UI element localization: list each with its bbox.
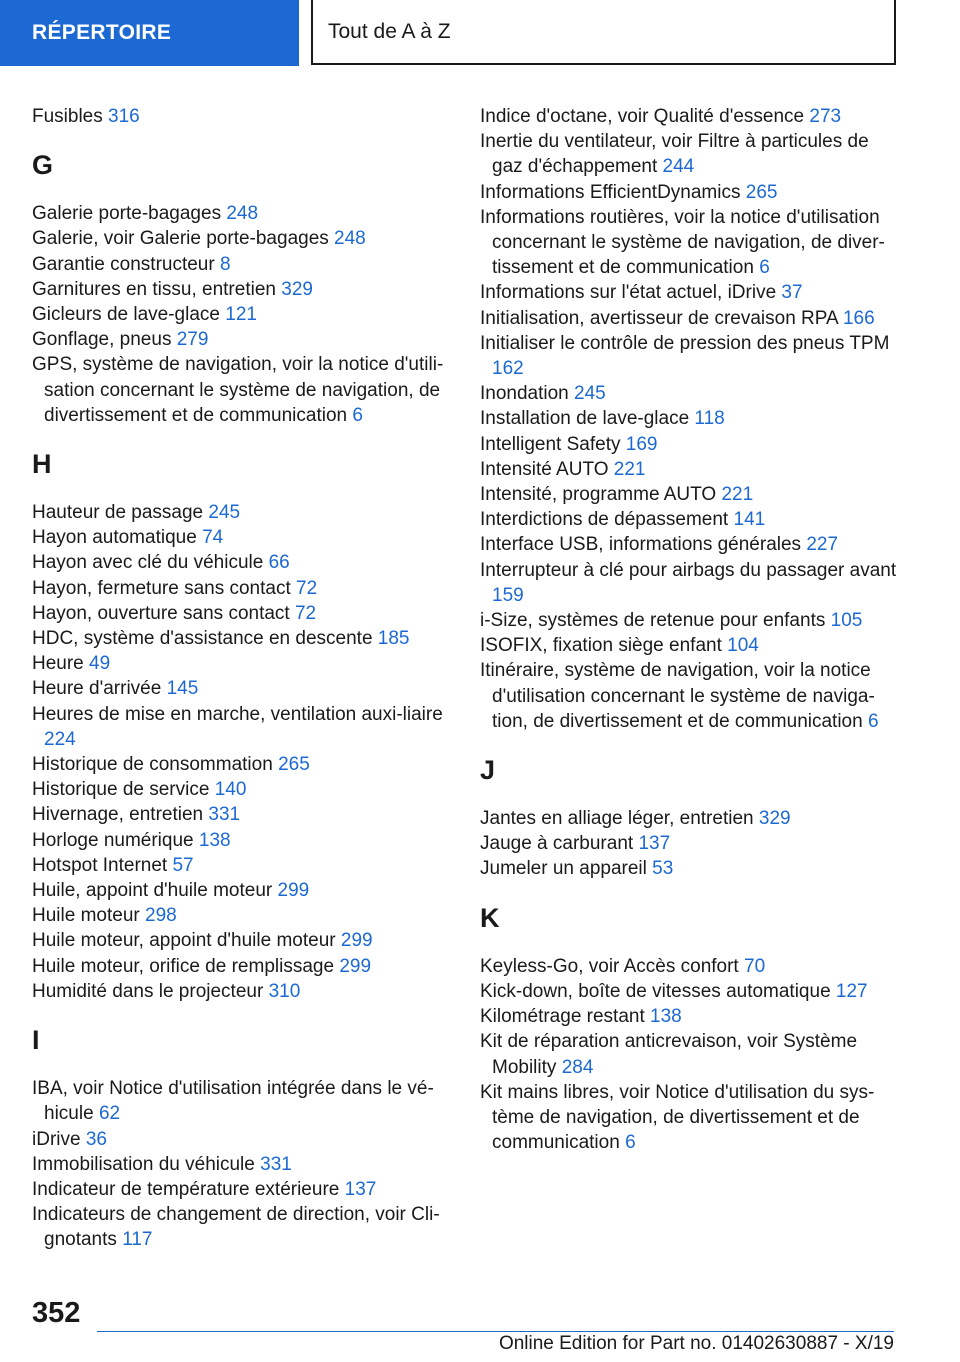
index-entry-text: Hayon, fermeture sans contact [32, 577, 291, 599]
page-reference-link[interactable]: 72 [296, 577, 318, 599]
page-reference-link[interactable]: 331 [260, 1153, 292, 1175]
index-entry [480, 306, 900, 331]
index-entry [32, 1177, 452, 1202]
index-entry [480, 507, 900, 532]
page-reference-link[interactable]: 162 [492, 358, 524, 380]
page-reference-link[interactable]: 245 [574, 383, 606, 405]
index-entry-text: Hayon avec clé du véhicule [32, 552, 264, 574]
page-reference-link[interactable]: 244 [662, 156, 695, 178]
page-reference-link[interactable]: 140 [214, 779, 247, 801]
page-reference-link[interactable]: 141 [733, 509, 766, 531]
index-entry-text: Hayon, ouverture sans contact [32, 602, 290, 624]
index-entry-text: Indicateurs de changement de direction, voir Cli-gnotants [32, 1204, 440, 1251]
index-entry [480, 482, 900, 507]
index-entry-text: Hauteur de passage [32, 502, 204, 524]
index-entry-text: Historique de service [32, 779, 210, 801]
index-entry-text: Interrupteur à clé pour airbags du passager avant [480, 559, 897, 581]
page-reference-link[interactable]: 185 [377, 628, 410, 650]
index-entry-text: Intensité, programme AUTO [480, 484, 717, 506]
index-entry [480, 658, 900, 734]
page-reference-link[interactable]: 265 [745, 181, 778, 203]
page-reference-link[interactable]: 166 [842, 307, 875, 329]
index-entry-text: ISOFIX, fixation siège enfant [480, 635, 722, 657]
index-column-left [32, 104, 452, 1253]
index-entry-text: Kit mains libres, voir Notice d'utilisation du sys-tème de navigation, de divertissement et de communication [480, 1081, 875, 1154]
page-reference-link[interactable]: 316 [108, 106, 140, 127]
page-reference-link[interactable]: 221 [613, 458, 646, 480]
index-entry [32, 226, 452, 251]
index-entry [32, 1127, 452, 1152]
index-entry [32, 201, 452, 226]
index-entry [32, 928, 452, 953]
index-entry-text: Jantes en alliage léger, entretien [480, 808, 754, 830]
index-entry-text: Intelligent Safety [480, 433, 621, 455]
index-entry [32, 752, 452, 777]
index-entry-text: Garnitures en tissu, entretien [32, 278, 276, 300]
index-entry-text: Itinéraire, système de navigation, voir la notice d'utilisation concernant le système de naviga-tion, de divertissement et de communication [480, 660, 875, 732]
page-reference-link[interactable]: 284 [561, 1056, 594, 1078]
index-entry-text: HDC, système d'assistance en descente [32, 628, 373, 650]
index-entry [480, 331, 900, 381]
index-column-right [480, 104, 900, 1155]
index-entry-text: Interdictions de dépassement [480, 509, 729, 531]
index-entry [480, 280, 900, 305]
index-entry [32, 979, 452, 1004]
page-reference-link[interactable]: 66 [268, 552, 290, 574]
page-reference-link[interactable]: 221 [721, 484, 754, 506]
index-entry [32, 702, 452, 752]
page-reference-link[interactable]: 138 [198, 829, 231, 851]
index-letter-heading: I [32, 1025, 40, 1056]
index-entry-text: Hotspot Internet [32, 854, 168, 876]
index-entry-text: Immobilisation du véhicule [32, 1153, 255, 1175]
index-entry [32, 302, 452, 327]
page-reference-link[interactable]: 299 [339, 955, 372, 977]
page-reference-link[interactable]: 36 [85, 1128, 107, 1150]
index-entry [480, 129, 900, 179]
index-entry-text: Fusibles [32, 106, 103, 127]
index-entry [480, 1080, 900, 1156]
page-reference-link[interactable]: 299 [340, 930, 373, 952]
section-tab[interactable]: RÉPERTOIRE [0, 0, 299, 66]
index-entry-text: Inondation [480, 383, 569, 405]
index-entry-text: Heure [32, 653, 84, 675]
index-entry [32, 878, 452, 903]
page-reference-link[interactable]: 298 [145, 905, 177, 927]
page-reference-link[interactable]: 53 [652, 858, 674, 880]
index-entry-text: Huile moteur, appoint d'huile moteur [32, 930, 336, 952]
index-entry [32, 601, 452, 626]
index-letter-heading: H [32, 449, 52, 480]
page-reference-link[interactable]: 74 [202, 527, 224, 549]
page-reference-link[interactable]: 331 [208, 804, 241, 826]
index-entry-text: Heure d'arrivée [32, 678, 162, 700]
index-entry [480, 608, 900, 633]
index-letter-heading: J [480, 755, 496, 786]
index-entry-text: Historique de consommation [32, 754, 273, 776]
page-reference-link[interactable]: 6 [625, 1132, 636, 1154]
index-entry-text: Horloge numérique [32, 829, 194, 851]
page-reference-link[interactable]: 6 [352, 404, 363, 426]
index-entry-text: Jauge à carburant [480, 833, 634, 855]
index-entry-text: i-Size, systèmes de retenue pour enfants [480, 610, 826, 632]
page-header [0, 0, 960, 66]
page-reference-link[interactable]: 299 [277, 880, 310, 902]
index-entry [480, 432, 900, 457]
index-entry-text: Gicleurs de lave-glace [32, 304, 220, 326]
page-reference-link[interactable]: 57 [172, 854, 194, 876]
index-entry-text: Indicateur de température extérieure [32, 1178, 340, 1200]
page-reference-link[interactable]: 279 [176, 329, 209, 351]
index-entry-text: Inertie du ventilateur, voir Filtre à particules de gaz d'échappement [480, 131, 869, 178]
page-reference-link[interactable]: 127 [835, 980, 868, 1002]
index-entry [32, 104, 452, 129]
page-reference-link[interactable]: 72 [294, 602, 317, 624]
index-entry-text: Garantie constructeur [32, 253, 215, 275]
index-entry-text: Kit de réparation anticrevaison, voir Système Mobility [480, 1031, 858, 1078]
index-entry [32, 1076, 452, 1126]
index-entry-text: Initialisation, avertisseur de crevaison RPA [480, 307, 838, 329]
index-entry [480, 205, 900, 281]
index-entry [32, 802, 452, 827]
page-reference-link[interactable]: 105 [830, 610, 863, 632]
page-reference-link[interactable]: 145 [166, 678, 199, 700]
index-entry [480, 806, 900, 831]
page-reference-link[interactable]: 104 [727, 635, 759, 657]
page-reference-link[interactable]: 248 [226, 203, 259, 225]
index-entry [32, 352, 452, 428]
page-reference-link[interactable]: 245 [208, 502, 241, 524]
index-entry [480, 954, 900, 979]
index-entry [32, 1152, 452, 1177]
index-entry-text: Installation de lave-glace [480, 408, 690, 430]
index-entry [480, 180, 900, 205]
index-letter-heading: K [480, 902, 500, 933]
index-entry [32, 954, 452, 979]
page-reference-link[interactable]: 137 [344, 1178, 377, 1200]
page-reference-link[interactable]: 169 [625, 433, 658, 455]
page-reference-link[interactable]: 224 [44, 728, 76, 750]
index-entry [480, 457, 900, 482]
index-entry [32, 576, 452, 601]
index-entry-text: Initialiser le contrôle de pression des pneus TPM [480, 332, 890, 354]
index-entry-text: Huile, appoint d'huile moteur [32, 880, 273, 902]
edition-note: Online Edition for Part no. 01402630887 - X/19 [498, 1333, 894, 1354]
index-entry-text: Interface USB, informations générales [480, 534, 802, 556]
index-entry [32, 550, 452, 575]
index-entry-text: Intensité AUTO [480, 458, 609, 480]
page-reference-link[interactable]: 138 [650, 1006, 682, 1028]
index-entry-text: GPS, système de navigation, voir la notice d'utili-sation concernant le système de navigation, de divertissement et de communication [32, 354, 444, 426]
index-entry [32, 853, 452, 878]
index-entry [480, 1004, 900, 1029]
index-entry [32, 525, 452, 550]
index-entry [480, 104, 900, 129]
index-entry [480, 532, 900, 557]
page-reference-link[interactable]: 159 [492, 584, 524, 606]
index-entry [32, 651, 452, 676]
index-entry [480, 1029, 900, 1079]
index-entry [480, 633, 900, 658]
page-reference-link[interactable]: 265 [278, 754, 310, 776]
index-entry-text: Huile moteur, orifice de remplissage [32, 955, 335, 977]
index-entry [480, 979, 900, 1004]
index-entry [32, 1202, 452, 1252]
index-entry-text: Galerie, voir Galerie porte-bagages [32, 228, 329, 250]
index-entry-text: Indice d'octane, voir Qualité d'essence [480, 106, 805, 127]
page-reference-link[interactable]: 310 [268, 980, 301, 1002]
index-entry [480, 831, 900, 856]
page-reference-link[interactable]: 117 [122, 1229, 153, 1251]
index-entry [32, 327, 452, 352]
index-entry-text: Huile moteur [32, 905, 140, 927]
index-entry [480, 856, 900, 881]
index-entry-text: Hivernage, entretien [32, 804, 204, 826]
page-reference-link[interactable]: 6 [867, 710, 879, 732]
index-entry-text: Galerie porte-bagages [32, 203, 222, 225]
page-reference-link[interactable]: 121 [225, 304, 257, 326]
page-reference-link[interactable]: 70 [744, 955, 766, 977]
index-entry [32, 777, 452, 802]
index-entry-text: Informations routières, voir la notice d'utilisation concernant le système de navigation, de diver-tissement et de communication [480, 206, 885, 279]
index-entry-text: IBA, voir Notice d'utilisation intégrée dans le vé-hicule [32, 1078, 434, 1125]
page-reference-link[interactable]: 273 [809, 106, 842, 127]
footer-divider [97, 1331, 894, 1332]
page-reference-link[interactable]: 49 [89, 653, 111, 675]
page-reference-link[interactable]: 329 [758, 808, 791, 830]
index-letter-heading: G [32, 150, 54, 181]
index-entry-text: Informations sur l'état actuel, iDrive [480, 282, 777, 304]
page-reference-link[interactable]: 137 [638, 833, 671, 855]
page-number: 352 [32, 1297, 81, 1329]
page-reference-link[interactable]: 329 [281, 278, 313, 300]
index-entry-text: Jumeler un appareil [480, 858, 647, 880]
page-reference-link[interactable]: 37 [781, 282, 803, 304]
index-entry-text: Kilométrage restant [480, 1006, 645, 1028]
index-entry [32, 626, 452, 651]
index-entry-text: Keyless-Go, voir Accès confort [480, 955, 739, 977]
page-reference-link[interactable]: 8 [219, 253, 231, 275]
index-entry [480, 558, 900, 608]
index-entry [32, 676, 452, 701]
index-entry-text: iDrive [32, 1128, 81, 1150]
index-entry [32, 828, 452, 853]
chapter-title: Tout de A à Z [311, 0, 896, 65]
index-entry [480, 381, 900, 406]
index-entry [32, 903, 452, 928]
page-reference-link[interactable]: 118 [694, 408, 725, 430]
index-entry-text: Humidité dans le projecteur [32, 980, 264, 1002]
index-entry-text: Hayon automatique [32, 527, 197, 549]
page-reference-link[interactable]: 62 [98, 1103, 121, 1125]
page-reference-link[interactable]: 227 [806, 534, 839, 556]
index-entry [32, 500, 452, 525]
index-entry-text: Informations EfficientDynamics [480, 181, 741, 203]
page-reference-link[interactable]: 6 [759, 257, 770, 279]
index-entry [480, 406, 900, 431]
index-entry-text: Gonflage, pneus [32, 329, 172, 351]
index-entry-text: Kick-down, boîte de vitesses automatique [480, 980, 831, 1002]
index-entry-text: Heures de mise en marche, ventilation auxi-liaire [32, 703, 443, 725]
index-entry [32, 277, 452, 302]
page-reference-link[interactable]: 248 [334, 228, 366, 250]
index-entry [32, 252, 452, 277]
